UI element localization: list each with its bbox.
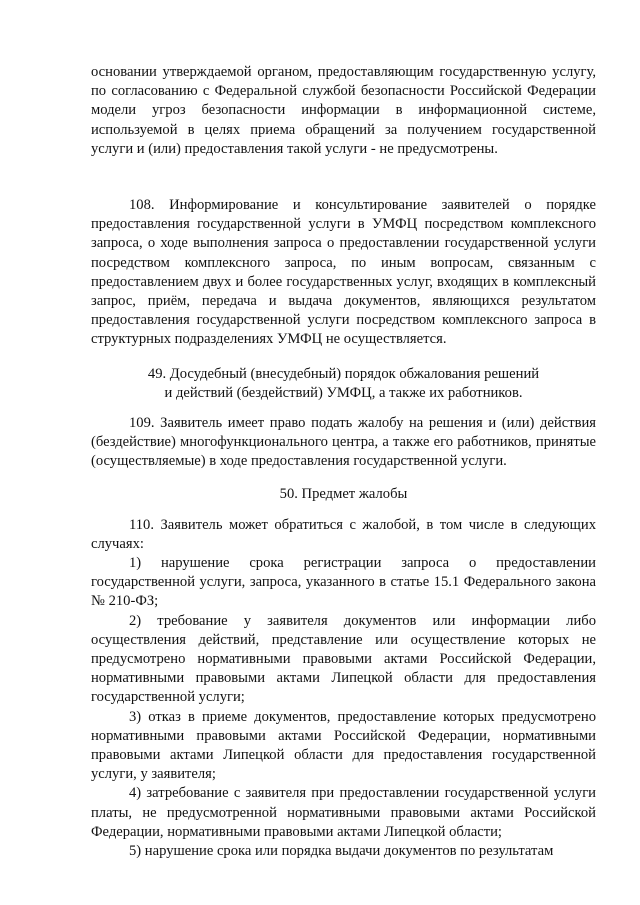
section-heading-49-line-1: 49. Досудебный (внесудебный) порядок обжалования решений: [147, 366, 540, 382]
section-heading-49: [91, 365, 596, 403]
list-item: 5) нарушение срока или порядка выдачи документов по результатам: [129, 843, 554, 860]
paragraph-108: 108. Информирование и консультирование заявителей о порядке предоставления государственной услуги в УМФЦ посредством комплексного запроса, о ходе выполнения запроса о предоставлении государственной услуги посредством комплексного запроса, по иным вопросам, связанным с предоставлением двух и более государственных услуг, входящих в комплексный запрос, приём, передача и выдача документов, являющихся результатом предоставления государственной услуги посредством комплексного запроса в структурных подразделениях УМФЦ не осуществляется.: [91, 197, 596, 348]
paragraph-continuation: основании утверждаемой органом, предоставляющим государственную услугу, по согласованию с Федеральной службой безопасности Российской Федерации модели угроз безопасности информации в информационной системе, используемой в целях приема обращений за получением государственной услуги и (или) предоставления такой услуги - не предусмотрены.: [91, 64, 596, 157]
list-item: 3) отказ в приеме документов, предоставление которых предусмотрено нормативными правовыми актами Российской Федерации, нормативными правовыми актами Липецкой области для предоставления государственной услуги, у заявителя;: [91, 708, 596, 783]
paragraph-109: 109. Заявитель имеет право подать жалобу на решения и (или) действия (бездействие) многофункционального центра, а также его работников, принятые (осуществляемые) в ходе предоставления государственной услуги.: [91, 415, 596, 470]
paragraph-110: 110. Заявитель может обратиться с жалобой, в том числе в следующих случаях:: [91, 517, 596, 553]
section-heading-50: [91, 485, 596, 504]
complaint-cases-list: [91, 554, 596, 861]
list-item: 2) требование у заявителя документов или информации либо осуществления действий, представление или осуществление которых не предусмотрено нормативными правовыми актами Российской Федерации, нормативными правовыми актами Липецкой области для предоставления государственной услуги;: [91, 612, 596, 706]
section-heading-50-text: 50. Предмет жалобы: [279, 486, 408, 502]
list-item: 1) нарушение срока регистрации запроса о предоставлении государственной услуги, запроса, указанного в статье 15.1 Федерального закона № 210-ФЗ;: [91, 555, 596, 610]
list-item: 4) затребование с заявителя при предоставлении государственной услуги платы, не предусмотренной нормативными правовыми актами Российской Федерации, нормативными правовыми актами Липецкой области;: [91, 785, 596, 840]
section-heading-49-line-2: и действий (бездействий) УМФЦ, а также их работников.: [164, 385, 523, 402]
